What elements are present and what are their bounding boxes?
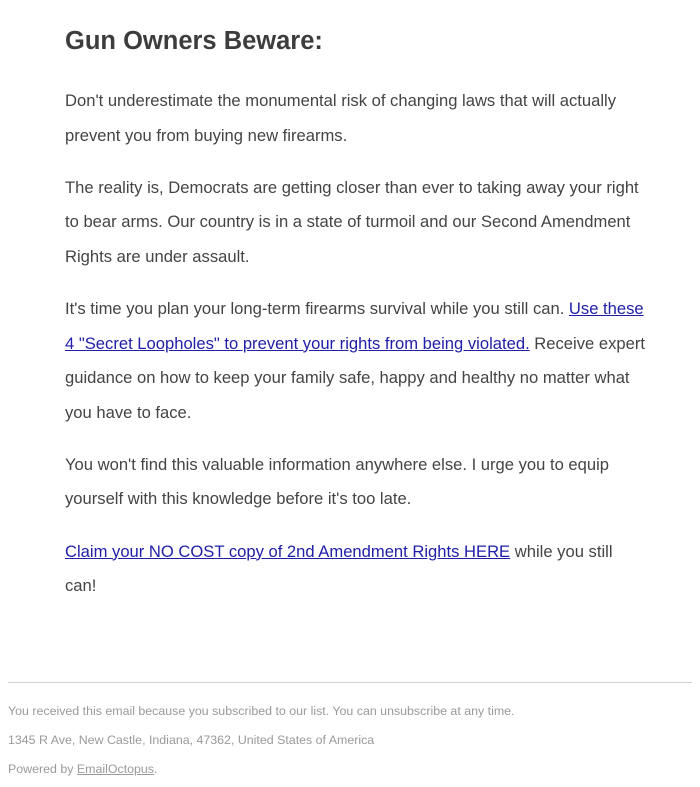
paragraph-intro: Don't underestimate the monumental risk of changing laws that will actually prevent you from buying new firearms. bbox=[65, 91, 617, 145]
powered-by-suffix: . bbox=[154, 762, 158, 776]
paragraph-reality: The reality is, Democrats are getting closer than ever to taking away your right to bear arms. Our country is in a state of turmoil and our Second Amendment Rights are under assault. bbox=[65, 177, 639, 266]
paragraph-loopholes-trail: Receive expert guidance on how to keep your family safe, happy and healthy no matter what you have to face. bbox=[65, 333, 645, 422]
paragraph-loopholes bbox=[65, 292, 645, 430]
emailoctopus-link[interactable]: EmailOctopus bbox=[76, 762, 155, 776]
secret-loopholes-link[interactable]: Use these 4 "Secret Loopholes" to prevent your rights from being violated. bbox=[65, 298, 644, 353]
mailing-address: 1345 R Ave, New Castle, Indiana, 47362, United States of America bbox=[8, 733, 375, 747]
powered-by-prefix: Powered by bbox=[8, 762, 77, 776]
subscription-notice: You received this email because you subscribed to our list. You can unsubscribe at any time. bbox=[8, 704, 515, 718]
email-title: Gun Owners Beware: bbox=[65, 27, 323, 55]
paragraph-loopholes-lead: It's time you plan your long-term firearms survival while you still can. bbox=[65, 298, 569, 318]
email-footer bbox=[8, 699, 692, 786]
powered-by bbox=[8, 757, 692, 781]
paragraph-urge: You won't find this valuable information anywhere else. I urge you to equip yourself with this knowledge before it's too late. bbox=[65, 454, 610, 509]
footer-divider bbox=[8, 682, 692, 683]
claim-copy-link[interactable]: Claim your NO COST copy of 2nd Amendment Rights HERE bbox=[65, 541, 511, 561]
paragraph-claim bbox=[65, 535, 645, 604]
email-body bbox=[65, 24, 645, 621]
paragraph-claim-trail: while you still can! bbox=[65, 541, 613, 596]
